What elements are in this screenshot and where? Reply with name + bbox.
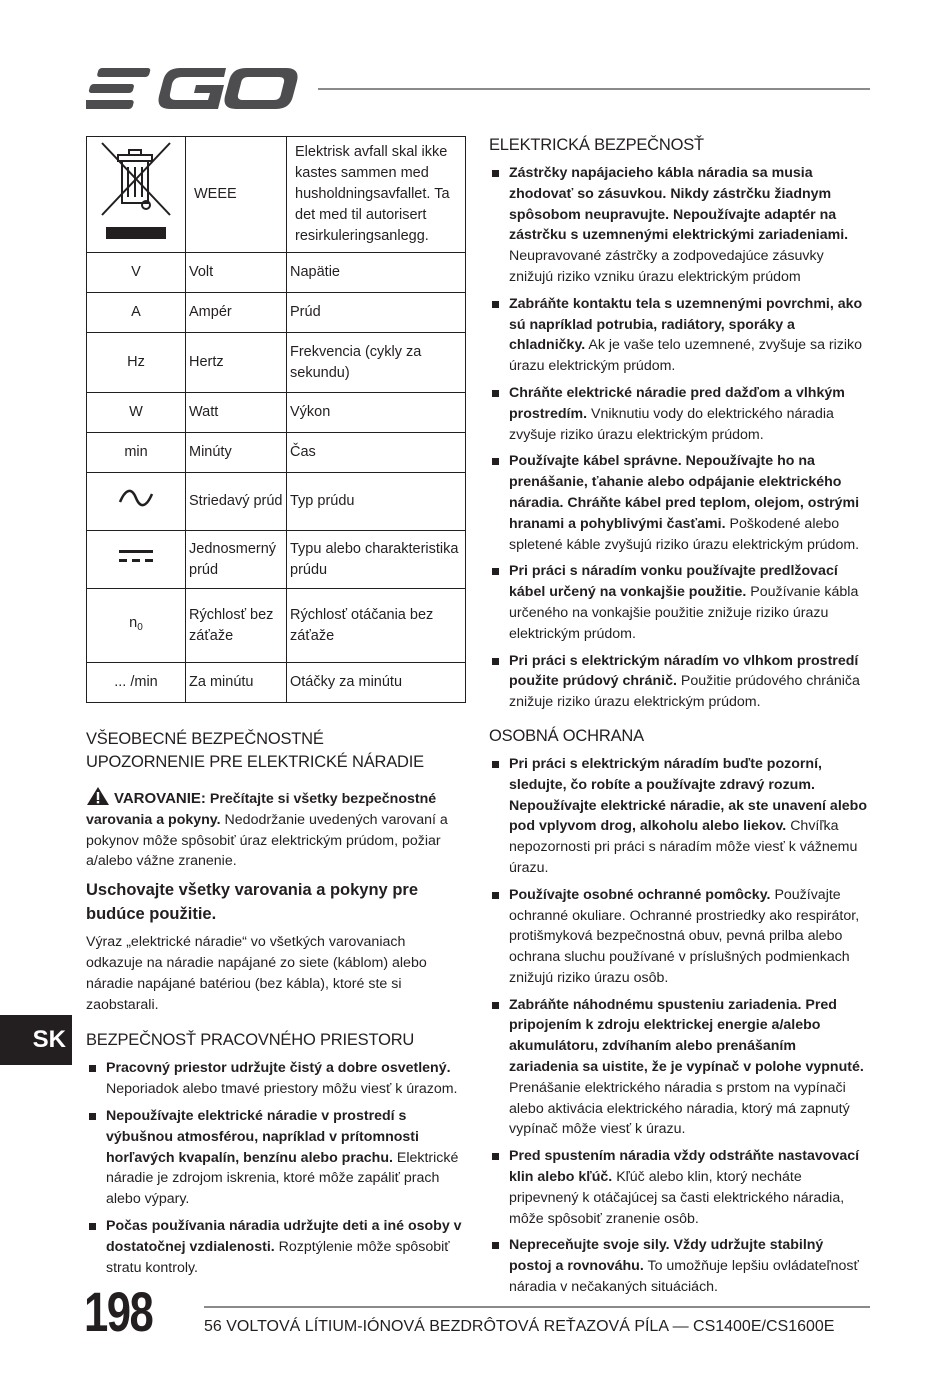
list-item: [489, 294, 869, 377]
list-item: [489, 561, 869, 644]
ego-logo: [86, 64, 298, 114]
symbol-cell: [87, 473, 186, 531]
list-item: [489, 995, 869, 1141]
language-tab: SK: [0, 1015, 72, 1065]
meaning-cell: Napätie: [287, 253, 466, 293]
meaning-cell: Prúd: [287, 293, 466, 333]
electrical-safety-list: [489, 163, 869, 713]
item-text: Rozptýlenie môže spôsobiť stratu kontroly.: [106, 1238, 450, 1276]
table-row: [87, 137, 466, 253]
item-text: Používanie kábla určeného na vonkajšie použitie znižuje riziko úrazu elektrickým prúdom.: [509, 584, 859, 642]
table-row: [87, 433, 466, 473]
item-text: Použitie prúdového chrániča znižuje riziko úrazu elektrickým prúdom.: [509, 673, 860, 711]
item-bold: Pri práci s náradím vonku používajte predlžovací kábel určený na vonkajšie použitie.: [509, 563, 838, 601]
warning-bold-text: Prečítajte si všetky bezpečnostné varovania a pokyny.: [86, 791, 437, 828]
general-warnings-heading: VŠEOBECNÉ BEZPEČNOSTNÉ UPOZORNENIE PRE ELEKTRICKÉ NÁRADIE: [86, 730, 424, 771]
symbols-table: [86, 136, 466, 703]
item-text: Ak je vaše telo uzemnené, zvyšuje sa riziko úrazu elektrickým prúdom.: [509, 337, 863, 375]
weee-crossed-bin-icon: [98, 139, 174, 243]
list-item: [489, 383, 869, 445]
list-item: [489, 885, 869, 989]
personal-safety-list: [489, 754, 869, 1298]
symbol-cell: Hz: [87, 333, 186, 393]
item-bold: Zabráňte náhodnému spusteniu zariadenia. Pred pripojením k zdroju elektrickej energie a/alebo akumulátoru, zdvíhaním alebo prenášaním zariadenia sa uistite, že je vypínač v polohe vypnuté.: [509, 996, 864, 1076]
item-bold: Počas používania náradia udržujte deti a iné osoby v dostatočnej vzdialenosti.: [106, 1217, 462, 1255]
item-bold: Zástrčky napájacieho kábla náradia sa musia zhodovať so zásuvkou. Nikdy zástrčku žiadnym spôsobom neupravujte. Nepoužívajte adaptér na zástrčku s uzemnenými elektrickými zariadeniami.: [509, 165, 849, 244]
personal-safety-heading: OSOBNÁ OCHRANA: [489, 726, 644, 745]
table-row: [87, 293, 466, 333]
item-bold: Nepoužívajte elektrické náradie v prostredí s výbušnou atmosférou, napríklad v prítomnosti horľavých kvapalín, benzínu alebo prachu.: [106, 1107, 419, 1166]
item-text: Chvíľka nepozornosti pri práci s náradím môže viesť k vážnemu úrazu.: [509, 818, 858, 876]
alternating-current-icon: [118, 488, 154, 508]
item-text: Používajte ochranné okuliare. Ochranné prostriedky ako respirátor, protišmyková bezpečnostná obuv, pevná prilba alebo ochrana sluchu používané v príslušných podmienkach znižujú riziko úrazu osôb.: [509, 886, 860, 986]
left-column: [86, 728, 466, 1284]
meaning-cell: Otáčky za minútu: [287, 663, 466, 703]
item-bold: Pred spustením náradia vždy odstráňte nastavovací klin alebo kľúč.: [509, 1148, 860, 1186]
electrical-safety-heading: ELEKTRICKÁ BEZPEČNOSŤ: [489, 136, 704, 154]
meaning-cell: Elektrisk avfall skal ikke kastes sammen med husholdningsavfallet. Ta det med til autorisert resirkuleringsanlegg.: [287, 137, 466, 253]
definition-paragraph: Výraz „elektrické náradie“ vo všetkých varovaniach odkazuje na náradie napájané zo siete (káblom) alebo náradie napájané batériou (bez kábla), ktoré ste si zaobstarali.: [86, 934, 427, 1013]
right-column: [489, 134, 869, 1304]
list-item: [489, 451, 869, 555]
name-cell: Ampér: [186, 293, 287, 333]
list-item: [489, 1146, 869, 1229]
name-cell: Hertz: [186, 333, 287, 393]
name-cell: Rýchlosť bez záťaže: [186, 589, 287, 663]
symbol-cell: ... /min: [87, 663, 186, 703]
work-area-heading: BEZPEČNOSŤ PRACOVNÉHO PRIESTORU: [86, 1031, 415, 1050]
item-bold: Používajte kábel správne. Nepoužívajte ho na prenášanie, ťahanie alebo odpájanie elektrického náradia. Chráňte kábel pred teplom, olejom, ostrými hranami a pohyblivými časťami.: [509, 453, 860, 532]
warning-text: Nedodržanie uvedených varovaní a pokynov môže spôsobiť úraz elektrickým prúdom, požiar a/alebo vážne zranenie.: [86, 811, 448, 870]
table-row: [87, 333, 466, 393]
meaning-cell: Čas: [287, 433, 466, 473]
name-cell: Jednosmerný prúd: [186, 531, 287, 589]
table-row: [87, 253, 466, 293]
header-rule: [318, 88, 870, 90]
symbol-cell: W: [87, 393, 186, 433]
warning-paragraph: [86, 786, 466, 872]
page-number: 198: [84, 1280, 153, 1343]
warning-triangle-icon: [86, 786, 110, 806]
list-item: [86, 1058, 466, 1100]
table-row: [87, 589, 466, 663]
name-cell: Striedavý prúd: [186, 473, 287, 531]
item-text: To umožňuje lepšiu ovládateľnosť náradia v nečakaných situáciách.: [509, 1258, 859, 1296]
name-cell: Minúty: [186, 433, 287, 473]
direct-current-icon: [118, 547, 154, 565]
footer-title: 56 VOLTOVÁ LÍTIUM-IÓNOVÁ BEZDRÔTOVÁ REŤAZOVÁ PÍLA — CS1400E/CS1600E: [204, 1318, 835, 1335]
item-bold: Pracovný priestor udržujte čistý a dobre osvetlený.: [106, 1060, 451, 1077]
meaning-cell: Typ prúdu: [287, 473, 466, 531]
list-item: [489, 163, 869, 288]
keep-instructions-heading: Uschovajte všetky varovania a pokyny pre budúce použitie.: [86, 881, 418, 924]
item-bold: Nepreceňujte svoje sily. Vždy udržujte stabilný postoj a rovnováhu.: [509, 1237, 824, 1275]
symbol-cell: [87, 531, 186, 589]
symbol-cell: V: [87, 253, 186, 293]
symbol-cell: min: [87, 433, 186, 473]
list-item: [489, 1235, 869, 1297]
list-item: [86, 1106, 466, 1210]
table-row: [87, 663, 466, 703]
item-bold: Pri práci s elektrickým náradím vo vlhkom prostredí použite prúdový chránič.: [509, 652, 859, 690]
warning-label: VAROVANIE:: [113, 790, 206, 807]
symbol-cell: A: [87, 293, 186, 333]
name-cell: Volt: [186, 253, 287, 293]
item-text: Kľúč alebo klin, ktorý necháte pripevnený k otáčajúcej sa časti elektrického náradia, môže spôsobiť zranenie osôb.: [509, 1169, 845, 1227]
item-text: Poškodené alebo spletené káble zvyšujú riziko úrazu elektrickým prúdom.: [509, 515, 860, 553]
item-bold: Pri práci s elektrickým náradím buďte pozorní, sledujte, čo robíte a používajte zdravý rozum. Nepoužívajte elektrické náradie, ak ste unavení alebo pod vplyvom drog, alkoholu alebo liekov.: [509, 755, 867, 835]
list-item: [489, 651, 869, 713]
meaning-cell: Typu alebo charakteristika prúdu: [287, 531, 466, 589]
item-bold: Chráňte elektrické náradie pred dažďom a vlhkým prostredím.: [509, 384, 845, 422]
symbol-cell: [87, 137, 186, 253]
meaning-cell: Frekvencia (cykly za sekundu): [287, 333, 466, 393]
item-text: Vniknutiu vody do elektrického náradia zvyšuje riziko úrazu elektrickým prúdom.: [509, 405, 834, 443]
item-bold: Zabráňte kontaktu tela s uzemnenými povrchmi, ako sú napríklad potrubia, radiátory, sporáky a chladničky.: [509, 295, 863, 354]
table-row: [87, 473, 466, 531]
symbol-cell: [87, 589, 186, 663]
name-cell: Watt: [186, 393, 287, 433]
name-cell: Za minútu: [186, 663, 287, 703]
meaning-cell: Výkon: [287, 393, 466, 433]
item-text: Elektrické náradie je zdrojom iskrenia, ktoré môže zapáliť prach alebo výpary.: [106, 1149, 459, 1208]
list-item: [86, 1216, 466, 1278]
list-item: [489, 754, 869, 879]
name-cell: WEEE: [186, 137, 287, 253]
item-text: Neporiadok alebo tmavé priestory môžu viesť k úrazom.: [106, 1081, 458, 1098]
item-text: Neupravované zástrčky a zodpovedajúce zásuvky znižujú riziko vzniku úrazu elektrickým prúdom: [509, 248, 824, 285]
symbol-subscript: 0: [137, 622, 143, 633]
table-row: [87, 393, 466, 433]
work-area-list: [86, 1058, 466, 1278]
item-text: Prenášanie elektrického náradia s prstom na vypínači alebo aktivácia elektrického náradia, ktorý má zapnutý vypínač môže viesť k úrazu.: [509, 1079, 850, 1138]
symbol-text: n: [129, 615, 138, 631]
meaning-cell: Rýchlosť otáčania bez záťaže: [287, 589, 466, 663]
footer-rule: [204, 1306, 870, 1308]
table-row: [87, 531, 466, 589]
item-bold: Používajte osobné ochranné pomôcky.: [509, 886, 771, 903]
